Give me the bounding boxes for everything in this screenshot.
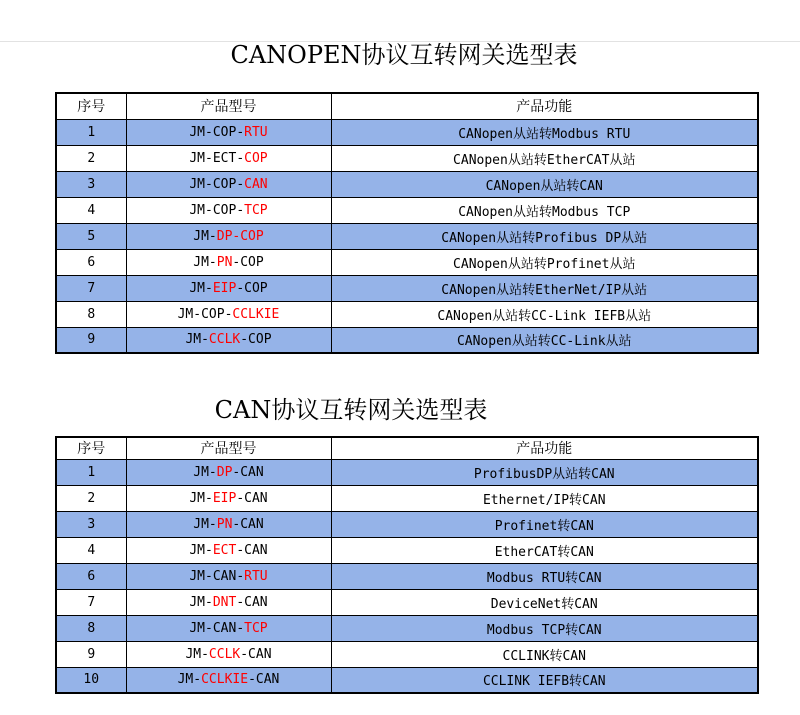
cell-model <box>126 511 331 537</box>
table-row <box>56 301 758 327</box>
cell-no: 5 <box>56 223 126 249</box>
table-row <box>56 485 758 511</box>
cell-no: 9 <box>56 327 126 353</box>
cell-no: 8 <box>56 301 126 327</box>
cell-function: Modbus TCP转CAN <box>331 615 758 641</box>
model-code: -CAN <box>232 464 264 480</box>
model-code-highlight: DP <box>216 464 233 480</box>
model-code: -CAN <box>248 672 280 688</box>
cell-function: CCLINK转CAN <box>331 641 758 667</box>
model-code: -CAN <box>232 516 264 532</box>
model-code: JM- <box>189 594 213 610</box>
cell-no: 7 <box>56 275 126 301</box>
table-title-canopen: CANOPEN协议互转网关选型表 <box>230 41 578 69</box>
model-code: JM- <box>193 228 217 244</box>
header-cell-no: 序号 <box>56 93 126 119</box>
model-code-highlight: EIP <box>212 280 237 296</box>
canopen-gateway-table <box>55 92 759 354</box>
model-code: JM- <box>189 280 213 296</box>
cell-function: Modbus RTU转CAN <box>331 563 758 589</box>
cell-model <box>126 119 331 145</box>
model-code: JM- <box>189 542 213 558</box>
model-code: JM- <box>193 516 217 532</box>
model-code-highlight: CCLK <box>208 332 241 348</box>
table-row <box>56 459 758 485</box>
model-code-highlight: RTU <box>244 124 268 140</box>
cell-model <box>126 197 331 223</box>
cell-model <box>126 145 331 171</box>
table-row <box>56 171 758 197</box>
cell-function: CCLINK IEFB转CAN <box>331 667 758 693</box>
model-code: JM-COP- <box>189 176 245 192</box>
model-code-highlight: TCP <box>244 620 268 636</box>
cell-model <box>126 641 331 667</box>
table-body <box>56 119 758 353</box>
model-code: JM- <box>185 332 209 348</box>
cell-function: CANopen从站转CC-Link IEFB从站 <box>331 301 758 327</box>
model-code-highlight: RTU <box>244 568 268 584</box>
model-code: JM-CAN- <box>189 568 245 584</box>
table-row <box>56 327 758 353</box>
table-row <box>56 641 758 667</box>
cell-no: 2 <box>56 485 126 511</box>
cell-model <box>126 327 331 353</box>
header-row <box>56 93 758 119</box>
cell-function: CANopen从站转Modbus RTU <box>331 119 758 145</box>
cell-function: CANopen从站转Modbus TCP <box>331 197 758 223</box>
cell-no: 3 <box>56 511 126 537</box>
table-row <box>56 615 758 641</box>
cell-no: 1 <box>56 119 126 145</box>
cell-no: 9 <box>56 641 126 667</box>
cell-model <box>126 485 331 511</box>
model-code: -COP <box>232 254 264 270</box>
cell-no: 4 <box>56 537 126 563</box>
cell-model <box>126 563 331 589</box>
model-code-highlight: COP <box>244 150 268 166</box>
cell-function: CANopen从站转CAN <box>331 171 758 197</box>
model-code: -CAN <box>236 490 268 506</box>
header-row <box>56 437 758 459</box>
table-title-can: CAN协议互转网关选型表 <box>214 396 488 424</box>
model-code-highlight: DP-COP <box>216 228 264 244</box>
cell-function: Ethernet/IP转CAN <box>331 485 758 511</box>
model-code-highlight: TCP <box>244 202 268 218</box>
cell-no: 6 <box>56 563 126 589</box>
header-cell-function: 产品功能 <box>331 93 758 119</box>
cell-function: EtherCAT转CAN <box>331 537 758 563</box>
model-code-highlight: CCLKIE <box>232 306 280 322</box>
model-code: JM-COP- <box>189 202 245 218</box>
table-row <box>56 275 758 301</box>
table-row <box>56 667 758 693</box>
model-code: JM- <box>185 646 209 662</box>
cell-function: ProfibusDP从站转CAN <box>331 459 758 485</box>
cell-model <box>126 667 331 693</box>
model-code: -COP <box>236 280 268 296</box>
cell-function: CANopen从站转EtherNet/IP从站 <box>331 275 758 301</box>
cell-model <box>126 275 331 301</box>
model-code-highlight: CAN <box>244 176 268 192</box>
cell-no: 6 <box>56 249 126 275</box>
model-code: JM-ECT- <box>189 150 245 166</box>
model-code: JM- <box>177 672 202 688</box>
model-code-highlight: CCLKIE <box>201 672 249 688</box>
model-code-highlight: PN <box>216 516 233 532</box>
model-code-highlight: ECT <box>212 542 237 558</box>
table-row <box>56 119 758 145</box>
model-code-highlight: CCLK <box>208 646 241 662</box>
cell-function: Profinet转CAN <box>331 511 758 537</box>
cell-no: 2 <box>56 145 126 171</box>
model-code: JM-COP- <box>177 306 233 322</box>
table-row <box>56 511 758 537</box>
cell-function: CANopen从站转Profibus DP从站 <box>331 223 758 249</box>
cell-model <box>126 537 331 563</box>
model-code: JM- <box>189 490 213 506</box>
cell-model <box>126 459 331 485</box>
table-body <box>56 459 758 693</box>
cell-model <box>126 589 331 615</box>
cell-model <box>126 301 331 327</box>
table-row <box>56 589 758 615</box>
cell-function: CANopen从站转CC-Link从站 <box>331 327 758 353</box>
model-code: JM-CAN- <box>189 620 245 636</box>
cell-function: DeviceNet转CAN <box>331 589 758 615</box>
model-code-highlight: DNT <box>212 594 237 610</box>
cell-function: CANopen从站转Profinet从站 <box>331 249 758 275</box>
table-row <box>56 223 758 249</box>
header-cell-no: 序号 <box>56 437 126 459</box>
table-row <box>56 249 758 275</box>
model-code: -CAN <box>236 594 268 610</box>
header-cell-model: 产品型号 <box>126 437 331 459</box>
cell-no: 4 <box>56 197 126 223</box>
model-code: -COP <box>240 332 272 348</box>
model-code-highlight: EIP <box>212 490 237 506</box>
model-code-highlight: PN <box>216 254 233 270</box>
table-row <box>56 145 758 171</box>
table-row <box>56 537 758 563</box>
cell-model <box>126 171 331 197</box>
cell-function: CANopen从站转EtherCAT从站 <box>331 145 758 171</box>
cell-no: 3 <box>56 171 126 197</box>
model-code: JM- <box>193 464 217 480</box>
cell-no: 10 <box>56 667 126 693</box>
cell-model <box>126 615 331 641</box>
cell-no: 1 <box>56 459 126 485</box>
model-code: -CAN <box>236 542 268 558</box>
cell-model <box>126 223 331 249</box>
header-cell-function: 产品功能 <box>331 437 758 459</box>
model-code: -CAN <box>240 646 272 662</box>
header-cell-model: 产品型号 <box>126 93 331 119</box>
cell-no: 7 <box>56 589 126 615</box>
model-code: JM-COP- <box>189 124 245 140</box>
cell-model <box>126 249 331 275</box>
can-gateway-table <box>55 436 759 694</box>
table-row <box>56 563 758 589</box>
cell-no: 8 <box>56 615 126 641</box>
model-code: JM- <box>193 254 217 270</box>
table-row <box>56 197 758 223</box>
